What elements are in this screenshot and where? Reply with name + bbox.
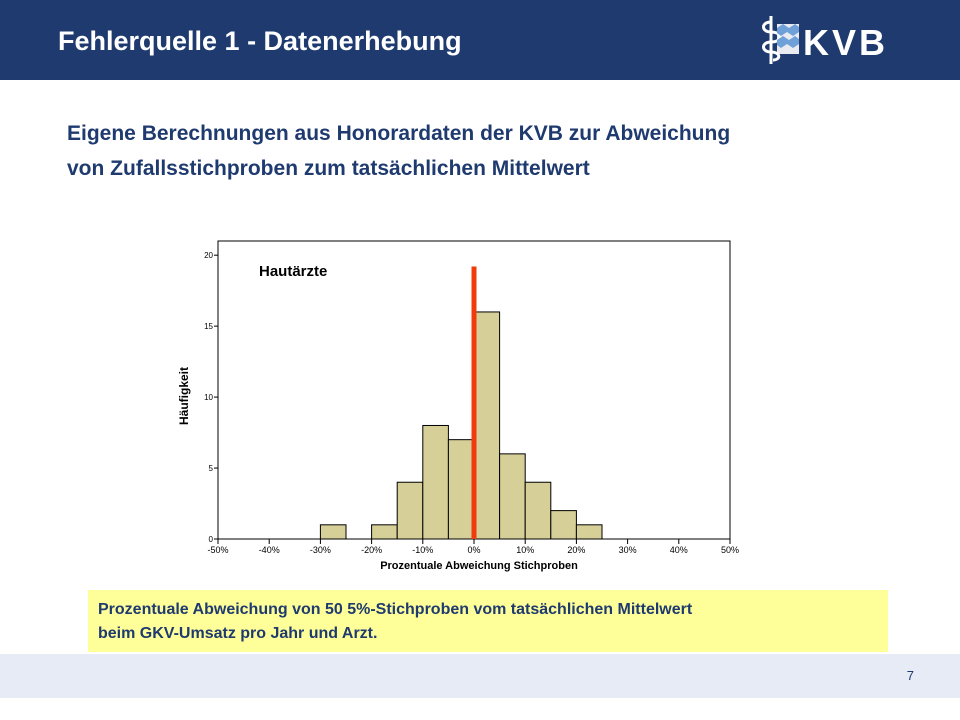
y-tick-label: 10 bbox=[204, 393, 213, 403]
x-tick-label: -10% bbox=[412, 545, 434, 555]
x-tick-label: -40% bbox=[258, 545, 280, 555]
y-tick-label: 15 bbox=[204, 322, 213, 332]
histogram-bar bbox=[423, 425, 449, 539]
subtitle-line-1: Eigene Berechnungen aus Honorardaten der KVB zur Abweichung bbox=[67, 122, 731, 145]
histogram-bar bbox=[372, 525, 398, 539]
chart-title: Hautärzte bbox=[259, 263, 328, 280]
x-tick-label: -50% bbox=[207, 545, 229, 555]
x-tick-label: 0% bbox=[467, 545, 481, 555]
x-tick-label: -30% bbox=[309, 545, 331, 555]
histogram-bar bbox=[500, 454, 526, 539]
note-box bbox=[88, 590, 888, 652]
subtitle bbox=[67, 116, 927, 186]
subtitle-line-2: von Zufallsstichproben zum tatsächlichen Mittelwert bbox=[67, 157, 590, 180]
page-title: Fehlerquelle 1 - Datenerhebung bbox=[58, 26, 462, 56]
histogram-chart bbox=[160, 230, 760, 585]
histogram-svg bbox=[160, 230, 760, 580]
histogram-bar bbox=[525, 482, 551, 539]
histogram-bar bbox=[320, 525, 346, 539]
histogram-bar bbox=[448, 440, 474, 539]
y-tick-label: 5 bbox=[208, 464, 213, 474]
x-tick-label: 30% bbox=[618, 545, 637, 555]
histogram-bar bbox=[397, 482, 423, 539]
histogram-bar bbox=[474, 312, 500, 539]
logo-text: KVB bbox=[803, 22, 889, 63]
aesculap-staff-icon bbox=[757, 14, 803, 66]
footer-bar bbox=[0, 654, 960, 698]
x-tick-label: 20% bbox=[567, 545, 586, 555]
x-tick-label: -20% bbox=[361, 545, 383, 555]
page-number: 7 bbox=[906, 668, 914, 683]
note-line-2: beim GKV-Umsatz pro Jahr und Arzt. bbox=[98, 625, 378, 642]
header-bar bbox=[0, 0, 960, 80]
kvb-logo bbox=[757, 14, 917, 66]
y-tick-label: 20 bbox=[204, 251, 213, 261]
x-tick-label: 40% bbox=[669, 545, 688, 555]
histogram-bar bbox=[576, 525, 602, 539]
y-tick-label: 0 bbox=[208, 535, 213, 544]
x-tick-label: 10% bbox=[516, 545, 535, 555]
note-line-1: Prozentuale Abweichung von 50 5%-Stichproben vom tatsächlichen Mittelwert bbox=[98, 601, 693, 618]
x-axis-label: Prozentuale Abweichung Stichproben bbox=[380, 560, 578, 572]
y-axis-label: Häufigkeit bbox=[177, 366, 191, 426]
x-tick-label: 50% bbox=[720, 545, 740, 555]
histogram-bar bbox=[551, 511, 577, 539]
